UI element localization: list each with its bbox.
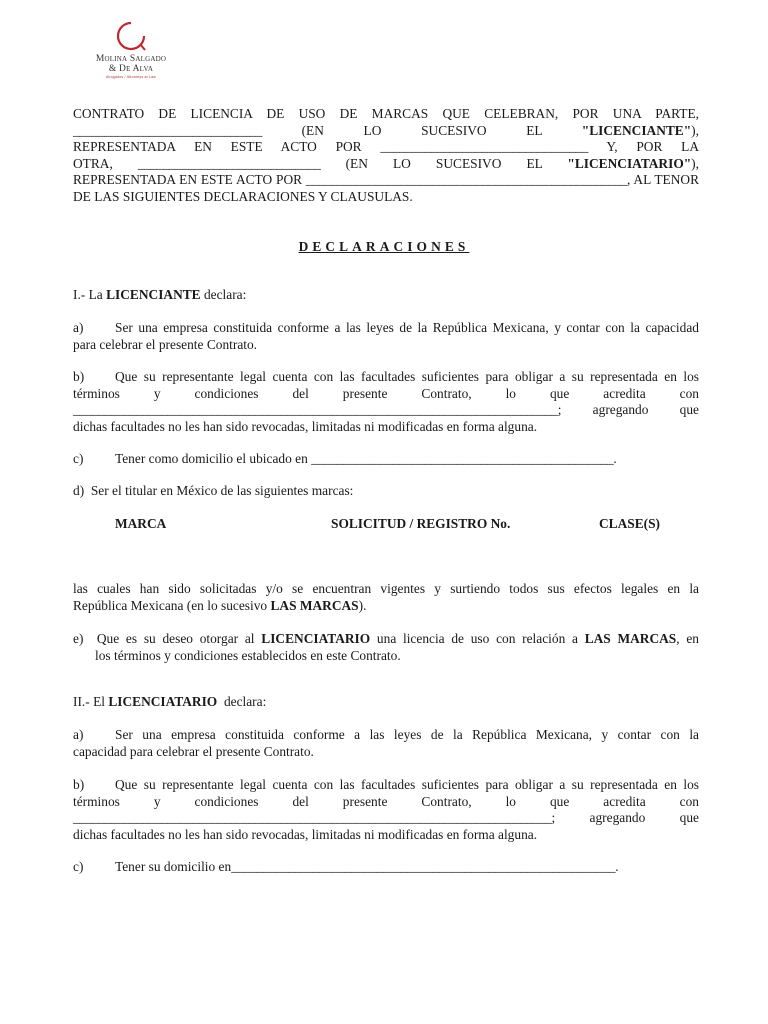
section-1-title: I.- La LICENCIANTE declara:	[73, 287, 247, 302]
logo-tagline: Abogados / Attorneys at Law	[106, 75, 156, 79]
sec2-item-a: a) Ser una empresa constituida conforme a las leyes de la República Mexicana, y contar con la capacidad para celebrar el presente Contrato.	[73, 727, 699, 759]
sec2-item-b: b) Que su representante legal cuenta con las facultades suficientes para obligar a su representada en los términos y condiciones del presente Contrato, lo que acredita con ____________________________________________________________________________; agregando que dichas facultades no les han sido revocadas, limitadas ni modificadas en forma alguna.	[73, 777, 699, 842]
intro-line-5: REPRESENTADA EN ESTE ACTO POR ___________________________________________________, AL TENOR	[73, 172, 699, 188]
logo-name-line1: Molina Salgado	[95, 54, 167, 64]
intro-line-2: ______________________________ (EN LO SUCESIVO EL "LICENCIANTE"),	[73, 122, 699, 138]
intro-line-3: REPRESENTADA EN ESTE ACTO POR _________________________________ Y, POR LA	[73, 139, 699, 155]
sec1-marcas-note: las cuales han sido solicitadas y/o se encuentran vigentes y surtiendo todos sus efectos legales en la República Mexicana (en lo sucesivo LAS MARCAS).	[73, 581, 699, 613]
sec1-item-b: b) Que su representante legal cuenta con las facultades suficientes para obligar a su representada en los términos y condiciones del presente Contrato, lo que acredita con _____________________________________________________________________________; agregando que dichas facultades no les han sido revocadas, limitadas ni modificadas en forma alguna.	[73, 369, 699, 434]
section-heading: DECLARACIONES	[298, 239, 470, 254]
sec1-item-d: d) Ser el titular en México de las siguientes marcas:	[73, 483, 354, 498]
col-header-clase: CLASE(S)	[599, 516, 661, 531]
logo-name-line2: & De Alva	[108, 64, 154, 74]
section-2-title: II.- El LICENCIATARIO declara:	[73, 694, 267, 709]
intro-line-4: OTRA, _____________________________ (EN LO SUCESIVO EL "LICENCIATARIO"),	[73, 155, 699, 171]
sec1-item-c: c) Tener como domicilio el ubicado en ________________________________________________.	[73, 451, 617, 466]
intro-line-1: CONTRATO DE LICENCIA DE USO DE MARCAS QUE CELEBRAN, POR UNA PARTE,	[73, 106, 699, 121]
firm-logo	[88, 20, 174, 79]
col-header-marca: MARCA	[115, 516, 167, 531]
sec2-item-c: c) Tener su domicilio en_____________________________________________________________.	[73, 859, 619, 874]
col-header-solicitud: SOLICITUD / REGISTRO No.	[331, 516, 511, 531]
logo-ring-icon	[114, 20, 148, 54]
sec1-item-e: e) Que es su deseo otorgar al LICENCIATARIO una licencia de uso con relación a LAS MARCAS, en los términos y condiciones establecidos en este Contrato.	[73, 631, 699, 663]
sec1-item-a: a) Ser una empresa constituida conforme a las leyes de la República Mexicana, y contar con la capacidad para celebrar el presente Contrato.	[73, 320, 699, 352]
contract-intro	[73, 106, 699, 206]
intro-line-6: DE LAS SIGUIENTES DECLARACIONES Y CLAUSULAS.	[73, 188, 413, 204]
